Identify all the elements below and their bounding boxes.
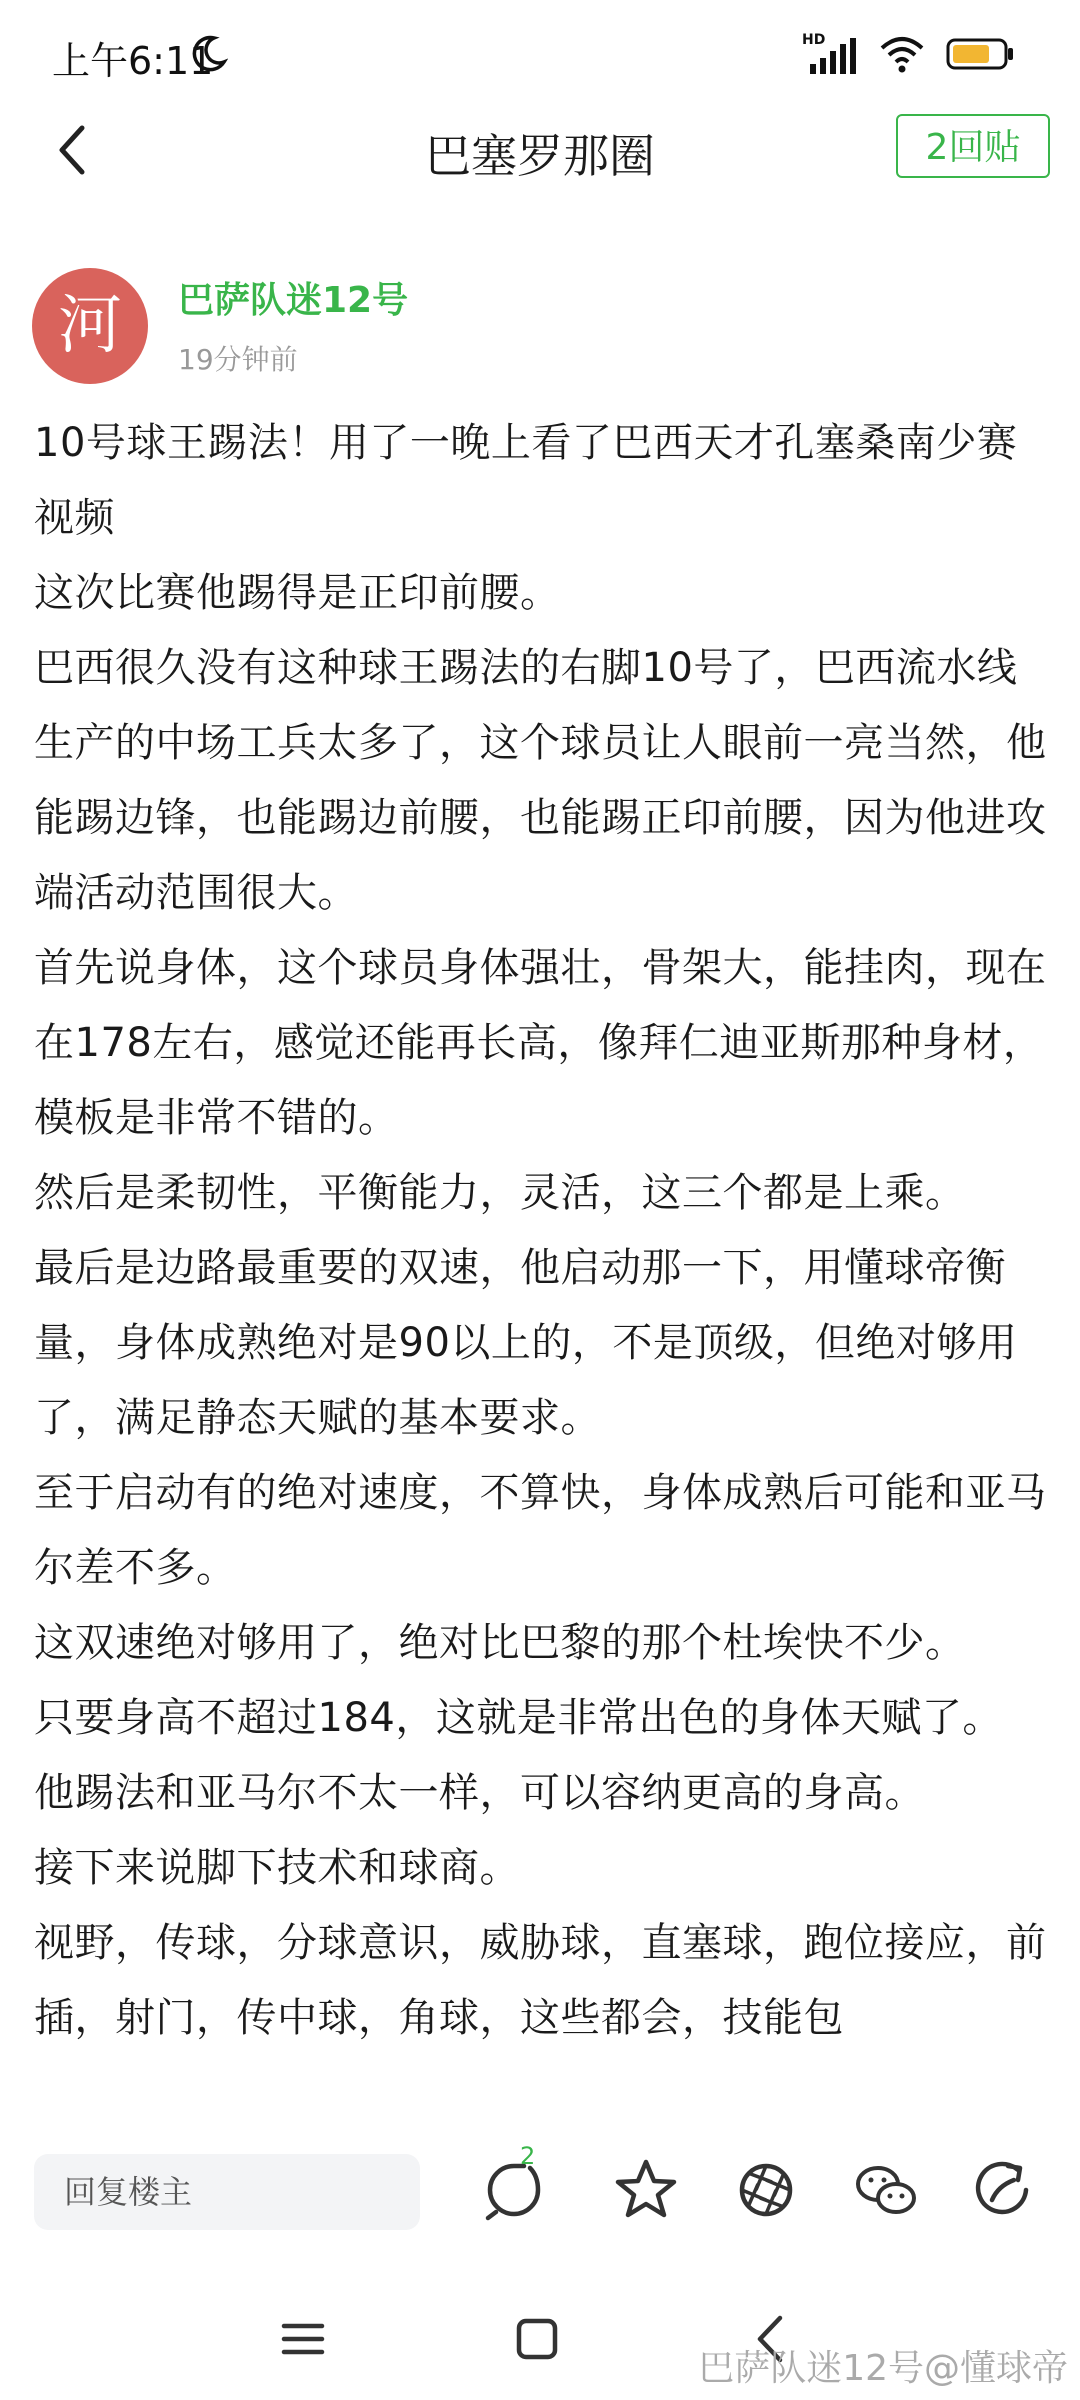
status-icons — [802, 34, 1016, 78]
post-paragraph: 这双速绝对够用了，绝对比巴黎的那个杜埃快不少。 — [34, 1620, 966, 1666]
post-paragraph: 他踢法和亚马尔不太一样，可以容纳更高的身高。 — [34, 1770, 925, 1816]
wifi-icon — [880, 34, 924, 78]
comment-button[interactable] — [474, 2142, 554, 2230]
post-paragraph: 接下来说脚下技术和球商。 — [34, 1845, 520, 1891]
wechat-share-button[interactable] — [846, 2150, 926, 2230]
wechat-icon — [846, 2215, 926, 2234]
post-paragraph: 至于启动有的绝对速度，不算快，身体成熟后可能和亚马尔差不多。 — [34, 1470, 1047, 1591]
reply-input[interactable] — [34, 2154, 420, 2230]
post-paragraph: 巴西很久没有这种球王踢法的右脚10号了，巴西流水线生产的中场工兵太多了，这个球员让人眼前一亮当然，他能踢边锋，也能踢边前腰，也能踢正印前腰，因为他进攻端活动范围很大。 — [34, 645, 1047, 916]
post-paragraph: 只要身高不超过184，这就是非常出色的身体天赋了。 — [34, 1695, 1003, 1741]
post-paragraph: 最后是边路最重要的双速，他启动那一下，用懂球帝衡量，身体成熟绝对是90以上的，不是顶级，但绝对够用了，满足静态天赋的基本要求。 — [34, 1245, 1018, 1441]
forward-button[interactable] — [962, 2150, 1042, 2230]
forward-icon — [962, 2215, 1042, 2234]
post-content — [34, 406, 1050, 2098]
signal-icon — [802, 32, 858, 76]
post-paragraph: 视野，传球，分球意识，威胁球，直塞球，跑位接应，前插，射门，传中球，角球，这些都会，技能包 — [34, 1920, 1047, 2041]
menu-button[interactable] — [268, 2304, 338, 2374]
home-button[interactable] — [502, 2304, 572, 2374]
menu-icon — [268, 2359, 338, 2378]
favorite-button[interactable] — [606, 2150, 686, 2230]
comment-count: 2 — [520, 2142, 536, 2170]
top-app-bar — [0, 100, 1080, 200]
bottom-action-bar — [0, 2120, 1080, 2270]
post-time: 19分钟前 — [178, 343, 298, 376]
comment-icon — [474, 2215, 554, 2234]
avatar[interactable]: 河 — [32, 268, 148, 384]
post-paragraph: 这次比赛他踢得是正印前腰。 — [34, 570, 561, 616]
status-time: 上午6:11 — [52, 39, 214, 83]
share-moments-icon — [726, 2215, 806, 2234]
author-name[interactable]: 巴萨队迷12号 — [178, 280, 409, 321]
post-paragraph: 然后是柔韧性，平衡能力，灵活，这三个都是上乘。 — [34, 1170, 966, 1216]
page-title: 巴塞罗那圈 — [425, 129, 655, 183]
home-square-icon — [502, 2359, 572, 2378]
star-icon — [606, 2215, 686, 2234]
network-label: HD — [802, 32, 826, 48]
reply-count-button[interactable]: 2回贴 — [896, 114, 1050, 178]
post-paragraph: 10号球王踢法！用了一晚上看了巴西天才孔塞桑南少赛视频 — [34, 420, 1018, 541]
post-author — [32, 268, 1042, 388]
moon-icon — [188, 34, 228, 78]
share-moments-button[interactable] — [726, 2150, 806, 2230]
battery-icon — [946, 36, 1016, 76]
watermark: 巴萨队迷12号@懂球帝 — [698, 2348, 1068, 2389]
post-paragraph: 首先说身体，这个球员身体强壮，骨架大，能挂肉，现在在178左右，感觉还能再长高，像拜仁迪亚斯那种身材，模板是非常不错的。 — [34, 945, 1047, 1141]
status-bar — [0, 0, 1080, 100]
